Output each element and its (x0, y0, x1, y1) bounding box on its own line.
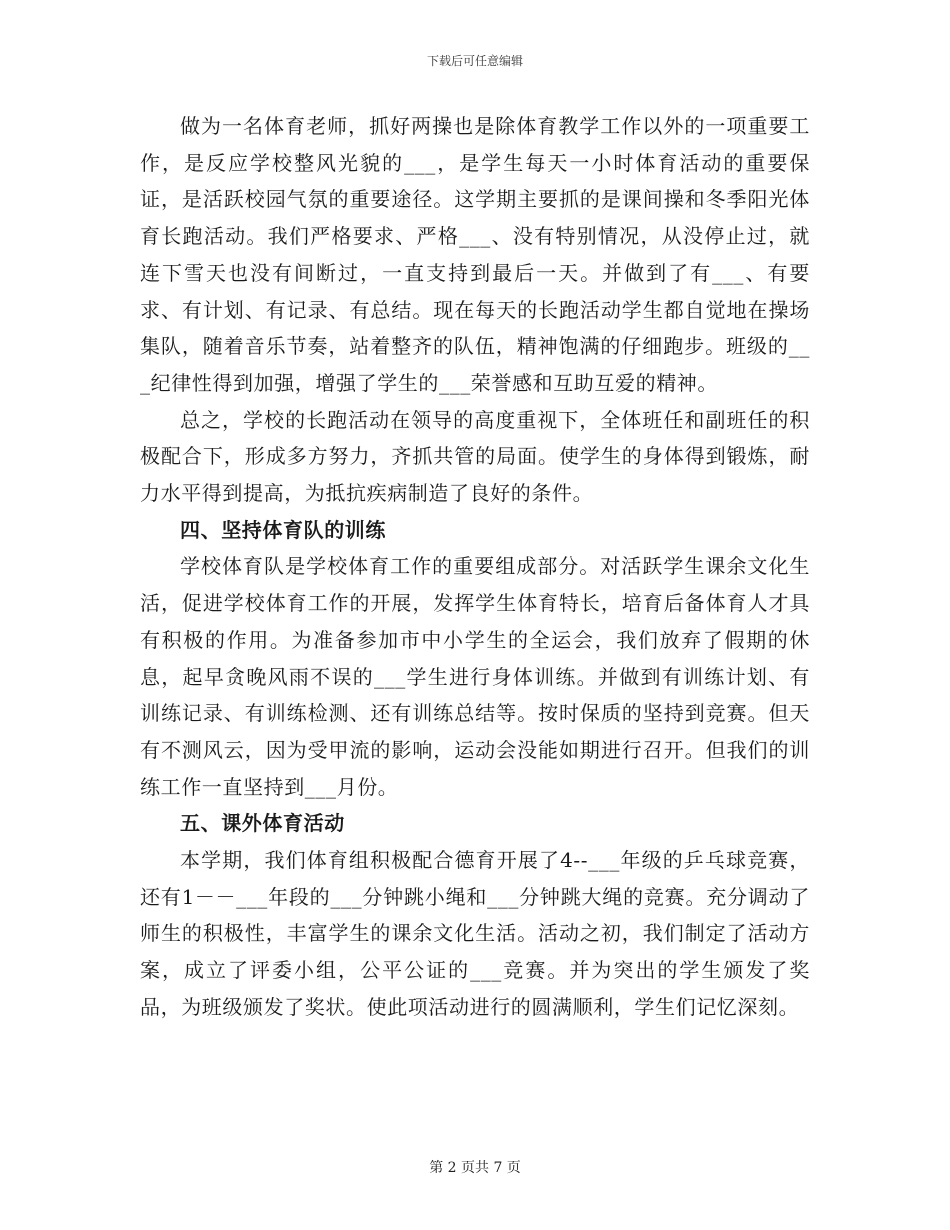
section-heading-extracurricular: 五、课外体育活动 (180, 811, 345, 836)
page-footer: 第 2 页共 7 页 (429, 1160, 521, 1176)
paragraph-sports-team-training: 学校体育队是学校体育工作的重要组成部分。对活跃学生课余文化生活，促进学校体育工作的开展，发挥学生体育特长，培育后备体育人才具有积极的作用。为准备参加市中小学生的全运会，我们放弃了假期的休息，起早贪晚风雨不误的___学生进行身体训练。并做到有训练计划、有训练记录、有训练检测、还有训练总结等。按时保质的坚持到竞赛。但天有不测风云，因为受甲流的影响，运动会没能如期进行召开。但我们的训练工作一直坚持到___月份。 (140, 554, 810, 799)
paragraph-running-summary: 总之，学校的长跑活动在领导的高度重视下，全体班任和副班任的积极配合下，形成多方努力，齐抓共管的局面。使学生的身体得到锻炼，耐力水平得到提高，为抵抗疾病制造了良好的条件。 (140, 407, 810, 506)
paragraph-extracurricular-activities: 本学期，我们体育组积极配合德育开展了4--___年级的乒乓球竞赛，还有1－－___年段的___分钟跳小绳和___分钟跳大绳的竞赛。充分调动了师生的积极性，丰富学生的课余文化生活。活动之初，我们制定了活动方案，成立了评委小组，公平公证的___竞赛。并为突出的学生颁发了奖品，为班级颁发了奖状。使此项活动进行的圆满顺利，学生们记忆深刻。 (140, 848, 810, 1019)
paragraph-exercise-management: 做为一名体育老师，抓好两操也是除体育教学工作以外的一项重要工作，是反应学校整风光貌的___，是学生每天一小时体育活动的重要保证，是活跃校园气氛的重要途径。这学期主要抓的是课间操和冬季阳光体育长跑活动。我们严格要求、严格___、没有特别情况，从没停止过，就连下雪天也没有间断过，一直支持到最后一天。并做到了有___、有要求、有计划、有记录、有总结。现在每天的长跑活动学生都自觉地在操场集队，随着音乐节奏，站着整齐的队伍，精神饱满的仔细跑步。班级的___纪律性得到加强，增强了学生的___荣誉感和互助互爱的精神。 (140, 114, 810, 395)
section-heading-sports-team: 四、坚持体育队的训练 (180, 517, 386, 542)
page-header: 下载后可任意编辑 (426, 54, 523, 68)
document-body (140, 108, 810, 1026)
